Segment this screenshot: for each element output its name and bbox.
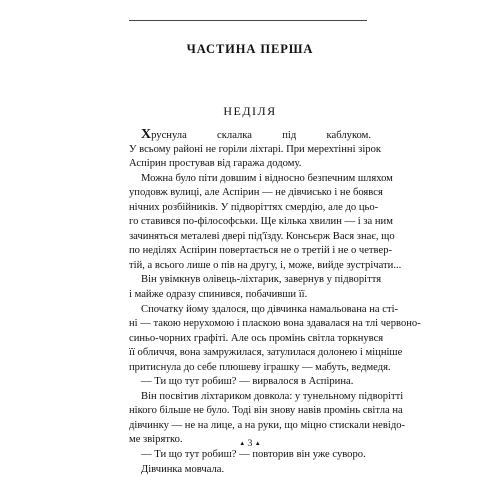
text-line: зачиняться металеві двері під'їзду. Консьєрж Вася знає, що	[129, 230, 395, 242]
text-line: тій, а всього лише о пів на другу, і, може, вийде зустрічати...	[129, 259, 402, 271]
text-line: У всьому районі не горіли ліхтарі. При мерехтінні зірок	[129, 143, 382, 155]
text-line: по неділях Аспірин повертається не о третій і не о четвер-	[129, 245, 393, 257]
text-line: дівчинку — не на лице, а на руки, що міцно стискали невідо-	[129, 419, 406, 431]
text-line: го ставився по-філософськи. Ще кілька хвилин — і за ним	[129, 216, 393, 228]
ornament-triangle-icon: ▲	[239, 441, 246, 447]
text-line: і майже одразу спинився, побачивши її.	[129, 289, 308, 301]
text-line: Дівчинка мовчала.	[141, 463, 225, 475]
text-line: — Ти що тут робиш? — вирвалося в Аспірина.	[141, 376, 354, 388]
text-line: Спочатку йому здалося, що дівчинка намальована на сті-	[141, 303, 399, 315]
ornament-triangle-icon: ▲	[254, 441, 261, 447]
text-line: ме звірятко.	[129, 434, 183, 446]
chapter-title: НЕДІЛЯ	[223, 104, 277, 118]
text-line: Він увімкнув олівець-ліхтарик, завернув у підворіття	[141, 274, 382, 286]
text-line: Аспірин простував від гаража додому.	[129, 158, 302, 170]
text-line: нічних розбійників. У підворіттях смердію, але до цьо-	[129, 201, 379, 213]
text-line: — Ти що тут робиш? — повторив він уже суворо.	[141, 449, 366, 461]
part-title: ЧАСТИНА ПЕРША	[186, 42, 314, 56]
drop-letter: Х	[141, 127, 152, 142]
page-number: 3	[247, 439, 253, 449]
text-line: синьо-чорних графіті. Але ось промінь світла торкнувся	[129, 332, 384, 344]
text-line: Можна було піти довшим і відносно безпечним шляхом	[141, 172, 393, 184]
page-footer	[0, 439, 500, 449]
text-line: Він посвітив ліхтариком довкола: у тунельному підворітті	[141, 390, 404, 402]
text-line-content: руснула склалка під каблуком.	[151, 130, 371, 141]
body-text	[129, 127, 421, 477]
text-line: нікого більше не було. Тоді він знову навів промінь світла на	[129, 405, 403, 417]
text-line: уподовж вулиці, але Аспірин — не дівчисько і не боявся	[129, 187, 383, 199]
text-line: ні — такою нерухомою і пласкою вона здавалася на тлі червоно-	[129, 318, 421, 330]
text-line: притиснула до себе плюшеву іграшку — мабуть, ведмедя.	[129, 361, 391, 373]
top-rule	[129, 20, 367, 21]
text-line: її обличчя, вона замружилася, затулилася долонею і міцніше	[129, 347, 403, 359]
text-line	[129, 128, 371, 143]
